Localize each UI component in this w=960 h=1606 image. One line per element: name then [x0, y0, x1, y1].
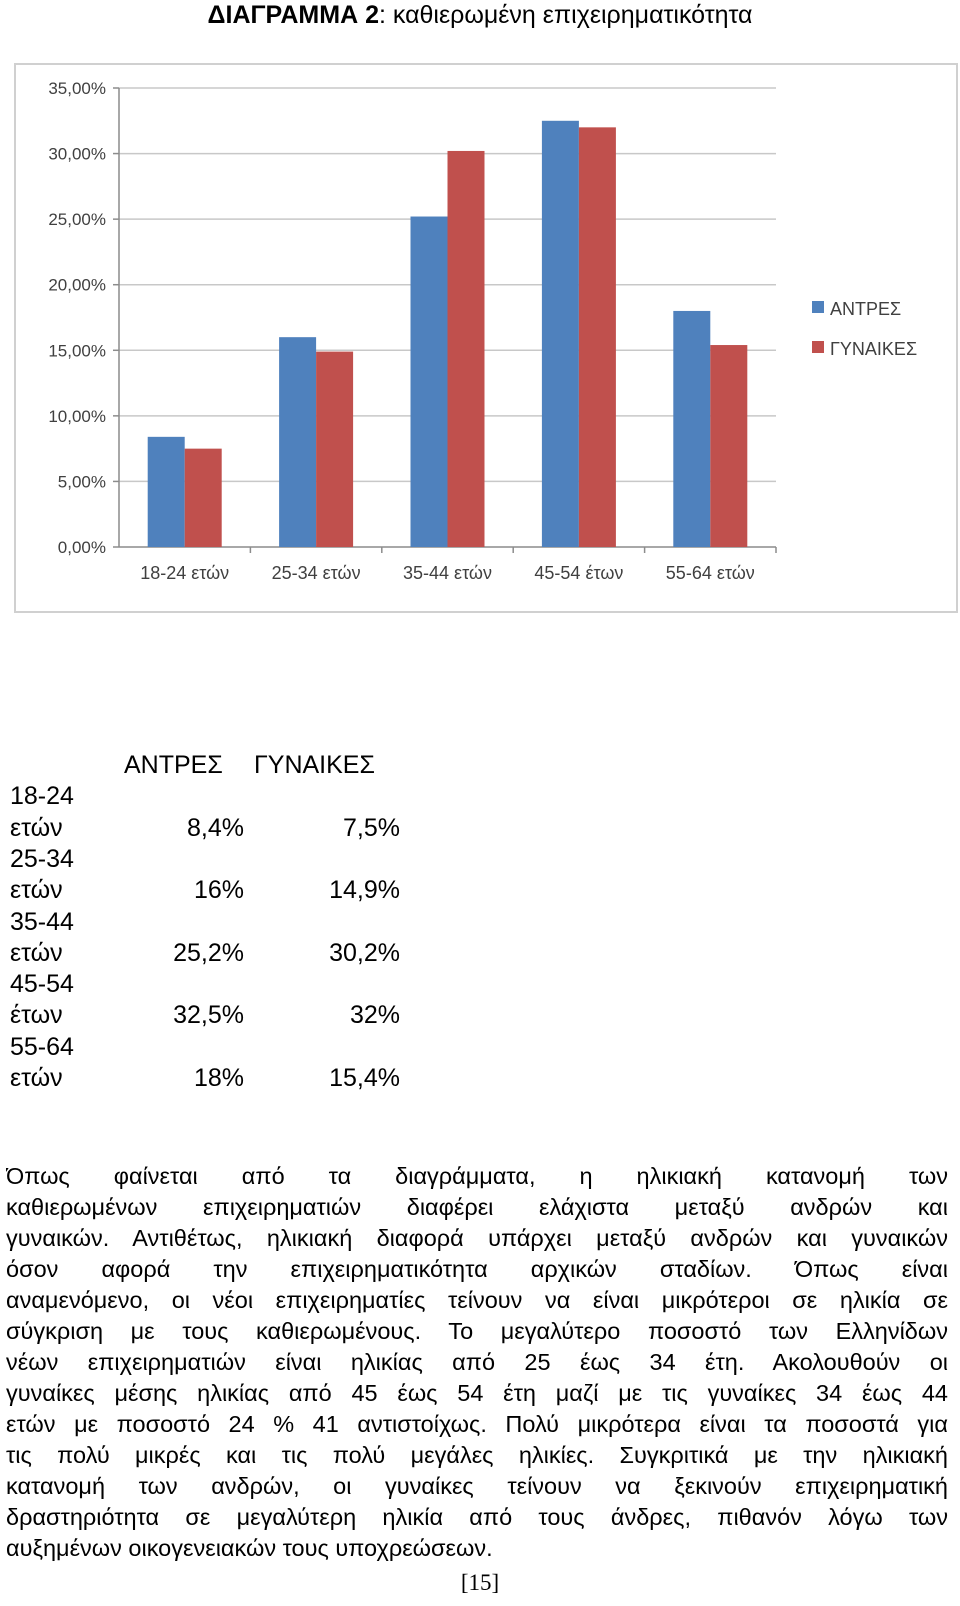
cell-women: 14,9%	[329, 876, 400, 905]
bar-men	[673, 311, 710, 547]
table-row	[10, 844, 410, 907]
page-title	[0, 0, 960, 30]
paragraph-line: νέων επιχειρηματιών είναι ηλικίας από 25 έως 34 έτη. Ακολουθούν οι	[6, 1349, 948, 1375]
body-paragraph	[6, 1161, 948, 1564]
paragraph-line: Όπως φαίνεται από τα διαγράμματα, η ηλικιακή κατανομή των	[6, 1163, 948, 1189]
paragraph-line: καθιερωμένων επιχειρηματιών διαφέρει ελάχιστα μεταξύ ανδρών και	[6, 1194, 948, 1220]
paragraph-line: γυναικών. Αντιθέτως, ηλικιακή διαφορά υπάρχει μεταξύ ανδρών και γυναικών	[6, 1225, 948, 1251]
cell-men: 8,4%	[187, 813, 244, 842]
paragraph-line: αυξημένων οικογενειακών τους υποχρεώσεων.	[6, 1535, 493, 1561]
paragraph-line: κατανομή των ανδρών, οι γυναίκες τείνουν να ξεκινούν επιχειρηματική	[6, 1473, 948, 1499]
bar-women	[316, 352, 353, 547]
table-header-men: ΑΝΤΡΕΣ	[124, 751, 223, 779]
table-row	[10, 1032, 410, 1095]
bar-chart	[16, 65, 956, 611]
title-bold: ΔΙΑΓΡΑΜΜΑ 2	[207, 1, 379, 29]
legend-label-men: ΑΝΤΡΕΣ	[830, 299, 902, 319]
table-row	[10, 969, 410, 1032]
row-label-range: 45-54	[10, 970, 74, 999]
row-label-range: 18-24	[10, 782, 74, 811]
cell-men: 25,2%	[173, 938, 244, 967]
y-tick-label: 0,00%	[57, 538, 106, 557]
cell-women: 7,5%	[343, 813, 400, 842]
x-tick-label: 35-44 ετών	[403, 563, 492, 583]
row-label-range: 55-64	[10, 1032, 74, 1061]
row-label-range: 25-34	[10, 844, 74, 873]
chart-frame	[14, 63, 958, 613]
y-tick-label: 15,00%	[48, 341, 106, 361]
bar-women	[185, 449, 222, 547]
paragraph-line: γυναίκες μέσης ηλικίας από 45 έως 54 έτη μαζί με τις γυναίκες 34 έως 44	[6, 1380, 948, 1406]
y-tick-label: 25,00%	[48, 210, 106, 230]
x-tick-label: 45-54 έτων	[534, 563, 624, 583]
row-label-unit: ετών	[10, 813, 63, 842]
row-label-unit: έτων	[10, 1001, 63, 1030]
bar-women	[579, 127, 616, 547]
row-label-unit: ετών	[10, 876, 63, 905]
bar-women	[710, 345, 747, 547]
row-label-unit: ετών	[10, 938, 63, 967]
y-tick-label: 10,00%	[48, 406, 106, 426]
x-tick-label: 25-34 ετών	[271, 563, 361, 583]
x-tick-label: 55-64 ετών	[665, 563, 755, 583]
legend-swatch-women	[812, 341, 824, 353]
legend-swatch-men	[812, 301, 824, 313]
table-header-women: ΓΥΝΑΙΚΕΣ	[254, 751, 375, 779]
row-label-unit: ετών	[10, 1063, 63, 1092]
cell-men: 32,5%	[173, 1001, 244, 1030]
y-tick-label: 5,00%	[57, 472, 106, 492]
x-tick-label: 18-24 ετών	[140, 563, 230, 583]
paragraph-line: σύγκριση με τους καθιερωμένους. Το μεγαλύτερο ποσοστό των Ελληνίδων	[6, 1318, 948, 1344]
table-row	[10, 781, 410, 844]
y-tick-label: 30,00%	[48, 144, 106, 164]
y-tick-label: 20,00%	[48, 275, 106, 295]
cell-women: 30,2%	[329, 938, 400, 967]
bar-men	[411, 217, 448, 547]
page-number: [15]	[460, 1570, 500, 1595]
bar-men	[542, 121, 579, 547]
paragraph-line: δραστηριότητα σε μεγαλύτερη ηλικία από τους άνδρες, πιθανόν λόγω των	[6, 1504, 948, 1530]
paragraph-line: όσον αφορά την επιχειρηματικότητα αρχικών σταδίων. Όπως είναι	[6, 1256, 948, 1282]
bar-men	[148, 437, 185, 547]
cell-women: 15,4%	[329, 1063, 400, 1092]
title-rest: : καθιερωμένη επιχειρηματικότητα	[378, 1, 753, 29]
bar-men	[279, 337, 316, 547]
bar-women	[448, 151, 485, 547]
paragraph-line: αναμενόμενο, οι νέοι επιχειρηματίες τείνουν να είναι μικρότεροι σε ηλικία σε	[6, 1287, 948, 1313]
legend-label-women: ΓΥΝΑΙΚΕΣ	[830, 339, 918, 359]
cell-men: 18%	[193, 1063, 244, 1092]
table-row	[10, 907, 410, 970]
paragraph-line: ετών με ποσοστό 24 % 41 αντιστοίχως. Πολύ μικρότερα είναι τα ποσοστά για	[6, 1411, 948, 1437]
y-tick-label: 35,00%	[48, 79, 106, 98]
row-label-range: 35-44	[10, 907, 74, 936]
cell-men: 16%	[193, 876, 244, 905]
cell-women: 32%	[349, 1001, 400, 1030]
paragraph-line: τις πολύ μικρές και τις πολύ μεγάλες ηλικίες. Συγκριτικά με την ηλικιακή	[6, 1442, 948, 1468]
